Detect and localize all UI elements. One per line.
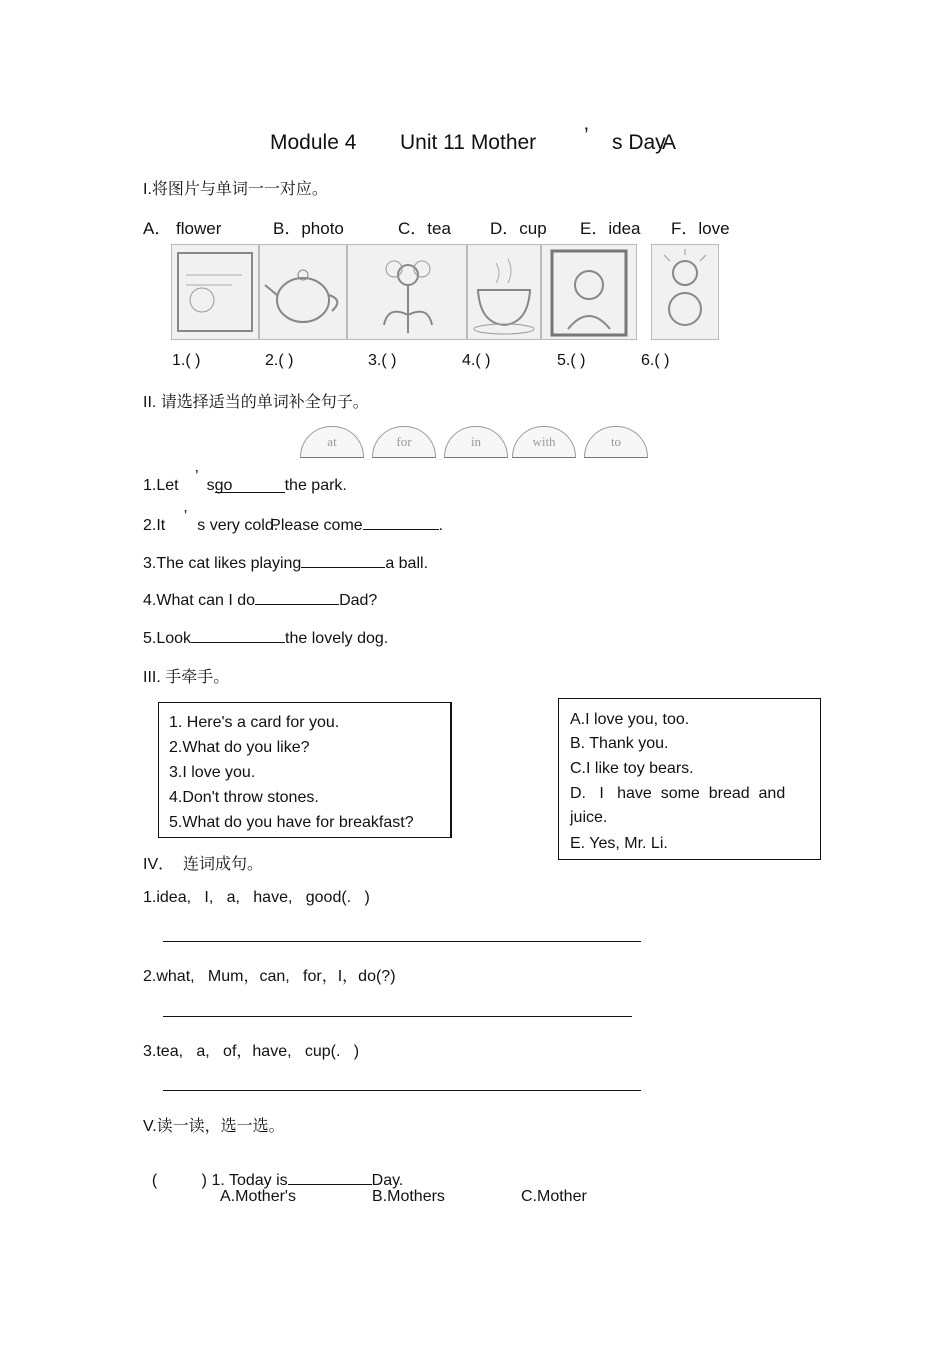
answer-line-2[interactable]: [163, 1016, 632, 1017]
page-title-unit: Unit 11 Mother: [400, 131, 537, 154]
right-item-b: B. Thank you.: [570, 735, 669, 752]
reorder-1: 1.idea, I, a, have, good(. ): [143, 889, 370, 906]
sentence-5-end: the lovely dog.: [285, 630, 389, 647]
sentence-1-apostrophe: ’: [195, 468, 199, 485]
reorder-3: 3.tea, a, of，have, cup(. ): [143, 1043, 360, 1060]
word-for: for: [372, 426, 436, 458]
sentence-2-mid: s very cold.: [197, 517, 279, 534]
flower-picture: [347, 244, 467, 340]
sentence-2-end: .: [438, 517, 444, 534]
teapot-picture: [259, 244, 347, 340]
sentence-3-end: a ball.: [385, 555, 429, 572]
sentence-2-mid2: Please come: [270, 517, 363, 534]
blank-1[interactable]: [215, 477, 285, 493]
word-with: with: [512, 426, 576, 458]
choice-a[interactable]: A.Mother's: [220, 1188, 296, 1205]
question-1-paren[interactable]: ( ): [151, 1172, 207, 1189]
question-1-blank[interactable]: [288, 1169, 372, 1185]
fill-sentence-2: [143, 508, 444, 535]
choice-b[interactable]: B.Mothers: [372, 1188, 445, 1205]
choice-c[interactable]: C.Mother: [521, 1188, 587, 1205]
sentence-4-start: 4.What can I do: [143, 592, 256, 609]
sentence-2-start: 2.It: [143, 517, 166, 534]
right-item-a: A.I love you, too.: [570, 711, 690, 728]
sentence-1-start: 1.Let: [143, 477, 179, 494]
fill-sentence-4: [143, 589, 377, 610]
answer-6[interactable]: 6.( ): [641, 352, 670, 369]
left-item-5: 5.What do you have for breakfast?: [169, 814, 414, 831]
left-item-1: 1. Here's a card for you.: [169, 714, 340, 731]
fill-sentence-1: [143, 468, 347, 495]
idea-picture: [651, 244, 719, 340]
answer-3[interactable]: 3.( ): [368, 352, 397, 369]
blank-3[interactable]: [301, 552, 385, 568]
section-3-heading: III. 手牵手。: [143, 669, 230, 686]
card-picture: [171, 244, 259, 340]
page-title-day: s Day: [612, 131, 666, 154]
answer-line-3[interactable]: [163, 1090, 641, 1091]
match-right-box: [558, 698, 821, 860]
right-item-e: E. Yes, Mr. Li.: [570, 835, 668, 852]
section-5-heading: V.读一读，选一选。: [143, 1118, 285, 1135]
fill-sentence-5: [143, 627, 388, 648]
question-1-start: 1. Today is: [211, 1172, 288, 1189]
right-item-c: C.I like toy bears.: [570, 760, 694, 777]
word-to: to: [584, 426, 648, 458]
sentence-3-start: 3.The cat likes playing: [143, 555, 302, 572]
section-1-heading: I.将图片与单词一一对应。: [143, 181, 328, 198]
option-d: D．cup: [490, 219, 547, 238]
option-c: C．tea: [398, 219, 451, 238]
sentence-2-apostrophe: ’: [183, 508, 188, 525]
page-title-apostrophe: ’: [584, 124, 589, 147]
word-in: in: [444, 426, 508, 458]
option-e: E．idea: [580, 219, 641, 238]
fill-sentence-3: [143, 552, 428, 573]
picture-strip: [171, 244, 719, 340]
sentence-1-end: the park.: [284, 477, 347, 494]
right-item-d: D. I have some bread and: [570, 785, 786, 802]
section-4-heading: IV． 连词成句。: [143, 856, 264, 873]
option-a: A． flower: [143, 219, 222, 238]
sentence-1-s: s: [206, 477, 215, 494]
answer-1[interactable]: 1.( ): [172, 352, 201, 369]
answer-5[interactable]: 5.( ): [557, 352, 586, 369]
blank-2[interactable]: [363, 514, 439, 530]
left-item-2: 2.What do you like?: [169, 739, 310, 756]
photo-picture: [541, 244, 637, 340]
option-f: F．love: [671, 219, 730, 238]
cup-picture: [467, 244, 541, 340]
page-title-suffix: A: [662, 131, 677, 154]
answer-4[interactable]: 4.( ): [462, 352, 491, 369]
blank-1-word: go: [214, 477, 233, 494]
left-item-4: 4.Don't throw stones.: [169, 789, 319, 806]
match-left-box: [158, 702, 452, 838]
answer-line-1[interactable]: [163, 941, 641, 942]
blank-5[interactable]: [191, 627, 285, 643]
page-title-module: Module 4: [270, 131, 357, 154]
question-1-end: Day.: [371, 1172, 404, 1189]
answer-2[interactable]: 2.( ): [265, 352, 294, 369]
word-bank: [300, 424, 648, 458]
word-at: at: [300, 426, 364, 458]
left-item-3: 3.I love you.: [169, 764, 256, 781]
blank-4[interactable]: [255, 589, 339, 605]
reorder-2: 2.what, Mum，can, for，I，do(?): [143, 968, 396, 985]
question-1: [143, 1151, 403, 1190]
sentence-5-start: 5.Look: [143, 630, 192, 647]
sentence-4-end: Dad?: [339, 592, 378, 609]
right-item-d-cont: juice.: [570, 809, 608, 826]
section-2-heading: II. 请选择适当的单词补全句子。: [143, 394, 369, 411]
option-b: B．photo: [273, 219, 344, 238]
